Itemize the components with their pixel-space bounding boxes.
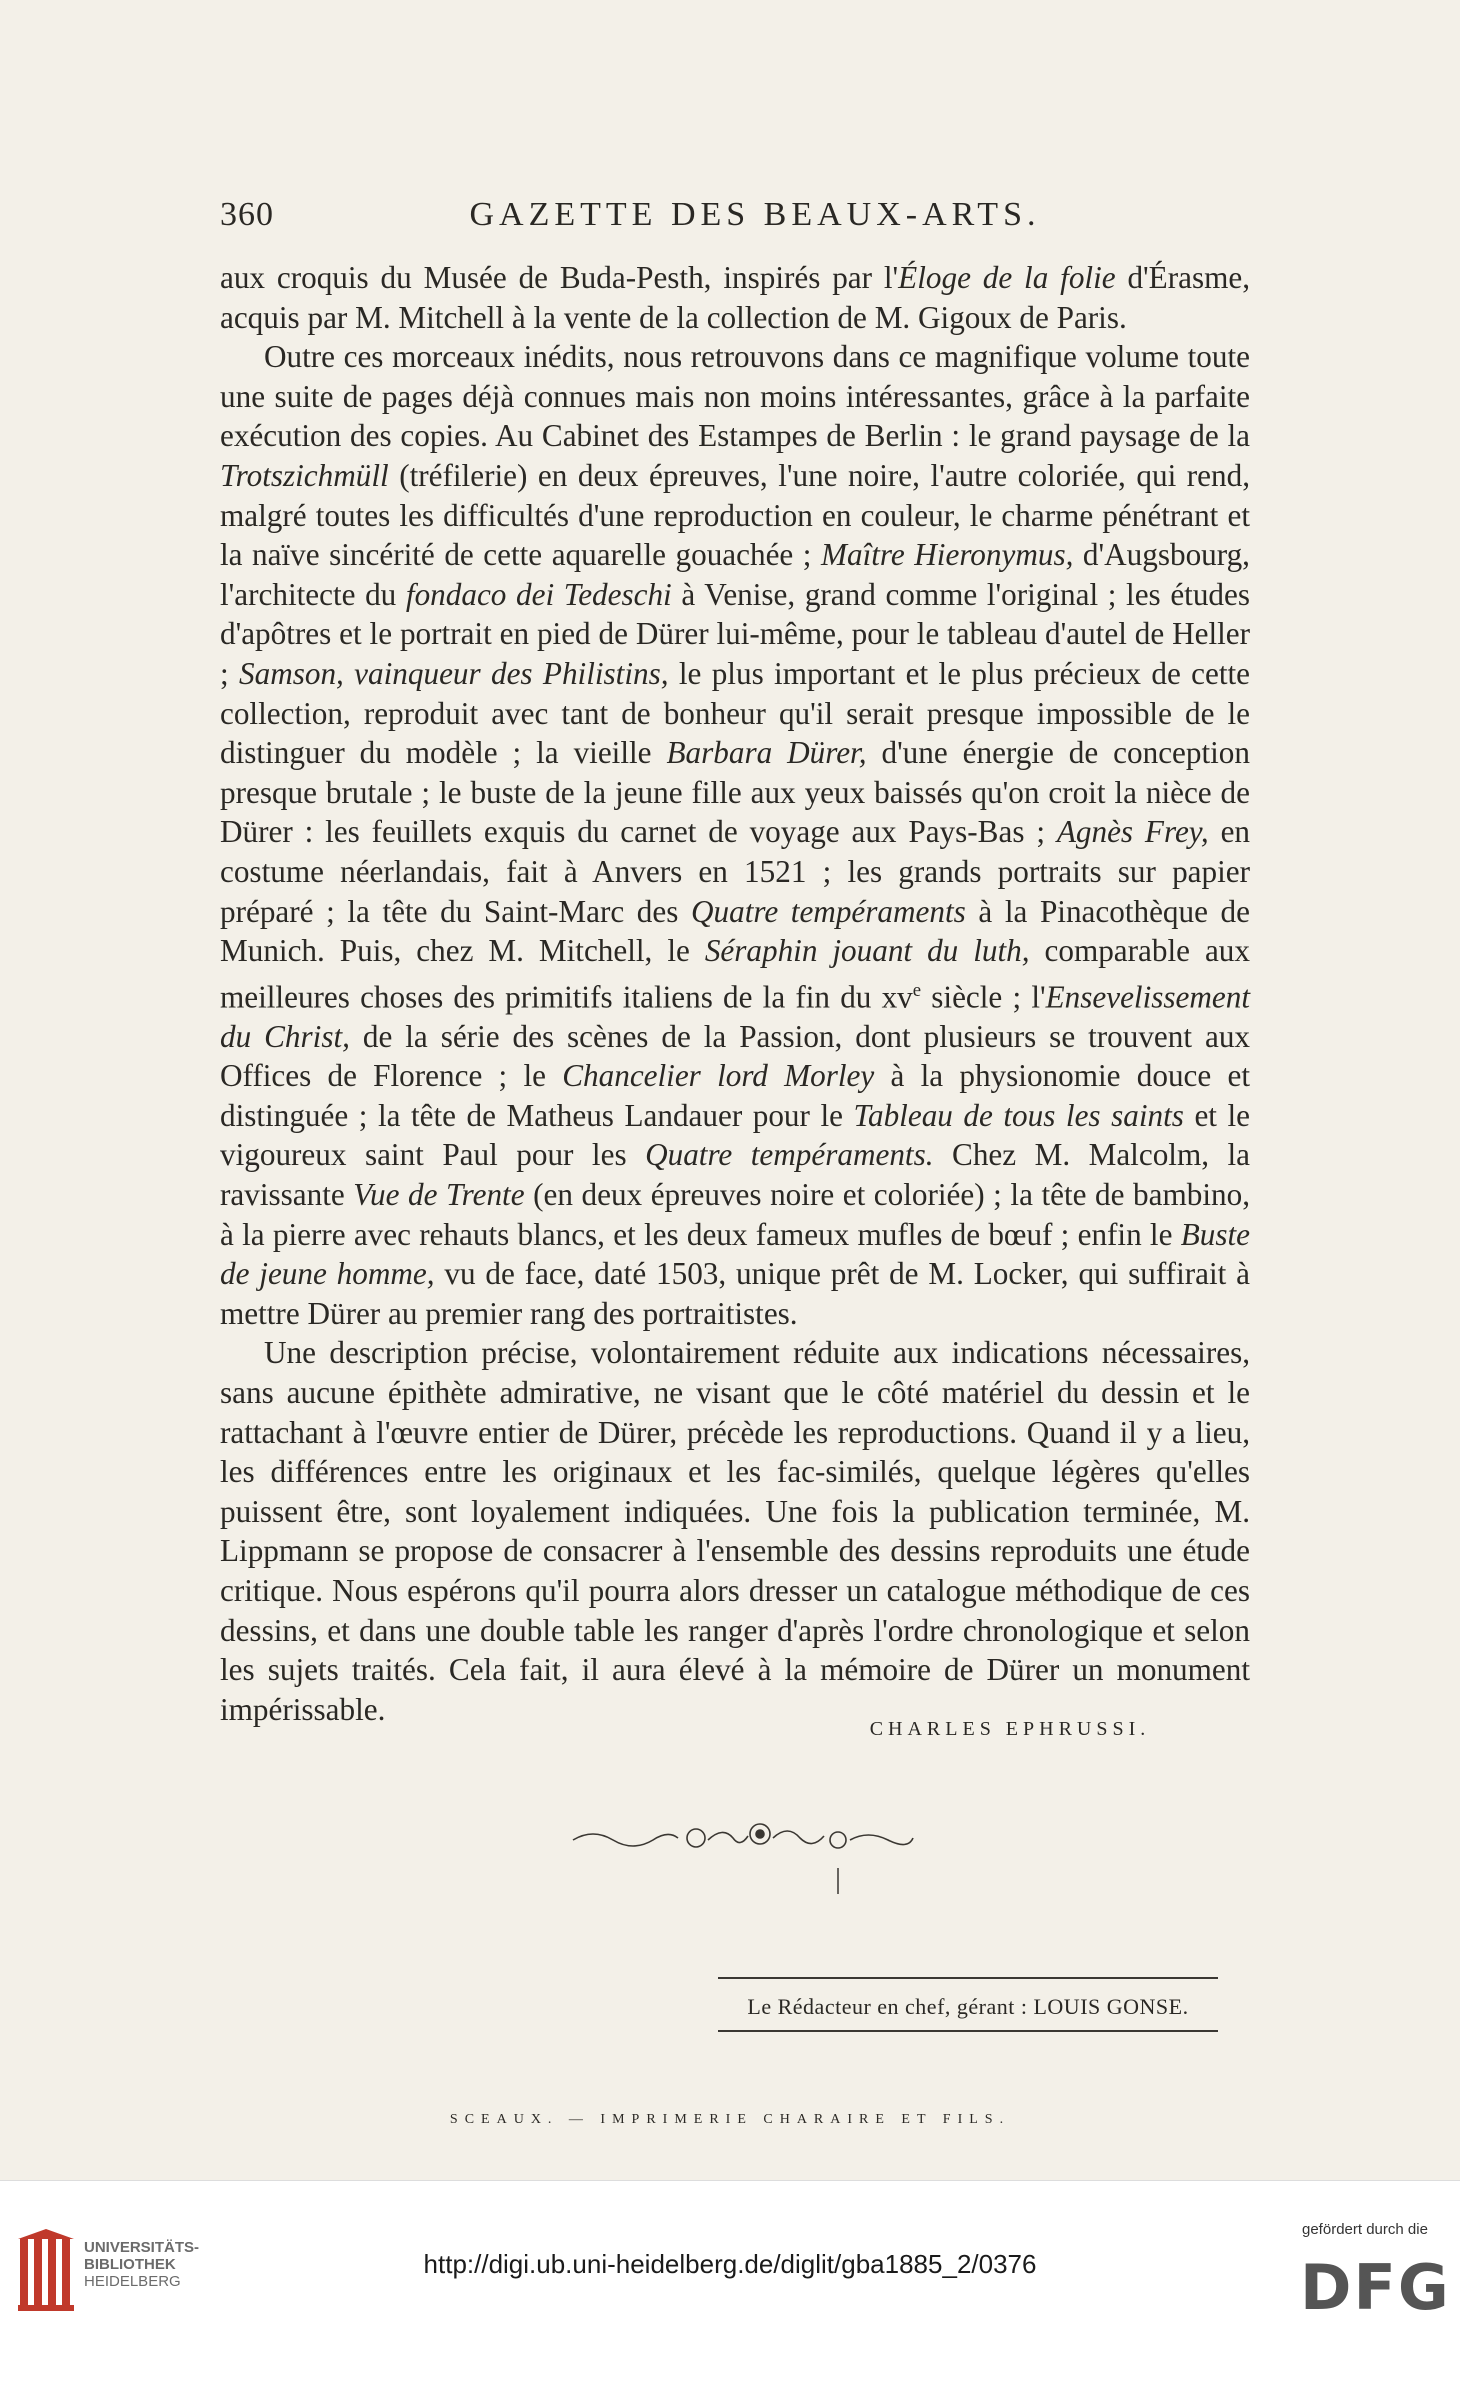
text-run: comparable aux meilleures choses des primitifs italiens de la fin du xv	[220, 933, 1250, 1015]
divider-rule-top	[718, 1977, 1218, 1979]
italic-title: Samson, vainqueur des Philistins,	[239, 655, 669, 691]
italic-title: Quatre tempéraments	[691, 893, 966, 929]
text-run: Outre ces morceaux inédits, nous retrouvons dans ce magnifique volume toute une suite de pages déjà connues mais non moins intéressantes, grâce à la parfaite exécution des copies. Au Cabinet des Estampes de Berlin : le grand paysage de la	[220, 339, 1250, 454]
italic-title: fondaco dei Tedeschi	[405, 576, 672, 612]
italic-title: Maître Hieronymus,	[821, 537, 1074, 573]
text-run: siècle ; l'	[921, 979, 1046, 1015]
university-library-name: UNIVERSITÄTS- BIBLIOTHEK HEIDELBERG	[84, 2239, 200, 2290]
italic-title: Trotszichmüll	[220, 457, 389, 493]
italic-title: Séraphin jouant du luth,	[704, 933, 1030, 969]
text-run: aux croquis du Musée de Buda-Pesth, inspirés par l'	[220, 260, 899, 295]
author-signature: CHARLES EPHRUSSI.	[869, 1718, 1151, 1740]
text-run: en costume néerlandais, fait à Anvers en 1521 ; les grands portraits sur papier préparé ; la tête du Saint-Marc des	[220, 814, 1251, 929]
text-run: et le vigoureux saint Paul pour les	[220, 1097, 1251, 1173]
page-number: 360	[220, 196, 274, 233]
text-run: d'Érasme, acquis par M. Mitchell à la vente de la collection de M. Gigoux de Paris.	[220, 260, 1250, 335]
permalink-url[interactable]: http://digi.ub.uni-heidelberg.de/diglit/gba1885_2/0376	[423, 2249, 1037, 2279]
digitization-footer	[0, 2180, 1460, 2386]
text-run: Chez M. Malcolm, la ravissante	[220, 1137, 1251, 1213]
ornament-flourish-icon	[568, 1818, 918, 1858]
superscript: e	[912, 979, 922, 1001]
paragraph	[220, 258, 1250, 337]
text-run: de la série des scènes de la Passion, dont plusieurs se trouvent aux Offices de Florence ; le	[220, 1018, 1251, 1094]
ornament-tail-icon	[835, 1868, 841, 1894]
text-run: (tréfilerie) en deux épreuves, l'une noire, l'autre coloriée, qui rend, malgré toutes les difficultés d'une reproduction en couleur, le charme pénétrant et la naïve sincérité de cette aquarelle gouachée ;	[220, 457, 1250, 573]
article-body	[220, 258, 1250, 1729]
editor-credit: Le Rédacteur en chef, gérant : LOUIS GONSE.	[747, 1994, 1189, 2019]
text-run: à la Pinacothèque de Munich. Puis, chez M. Mitchell, le	[220, 893, 1250, 969]
funding-label: gefördert durch die	[1302, 2221, 1428, 2238]
italic-title: Vue de Trente	[353, 1177, 525, 1213]
paragraph	[220, 337, 1250, 1333]
italic-title: Agnès Frey,	[1056, 814, 1209, 850]
printer-imprint: SCEAUX. — IMPRIMERIE CHARAIRE ET FILS.	[449, 2112, 1011, 2127]
dfg-logo-icon: DFG	[1300, 2251, 1451, 2324]
text-run: (en deux épreuves noire et coloriée) ; la tête de bambino, à la pierre avec rehauts blancs, et les deux fameux mufles de bœuf ; enfin le	[220, 1177, 1250, 1252]
divider-rule-bottom	[718, 2030, 1218, 2032]
text-run: d'une énergie de conception presque brutale ; le buste de la jeune fille aux yeux baissés qu'on croit la nièce de Dürer : les feuillets exquis du carnet de voyage aux Pays-Bas ;	[220, 735, 1250, 850]
italic-title: Buste de jeune homme,	[220, 1216, 1250, 1292]
italic-title: Ensevelissement du Christ,	[220, 979, 1250, 1054]
italic-title: Quatre tempéraments.	[645, 1137, 934, 1173]
text-run: le plus important et le plus précieux de cette collection, reproduit avec tant de bonheur qu'il serait presque impossible de le distinguer du modèle ; la vieille	[220, 655, 1250, 771]
italic-title: Tableau de tous les saints	[853, 1097, 1184, 1133]
text-run: Une description précise, volontairement réduite aux indications nécessaires, sans aucune épithète admirative, ne visant que le côté matériel du dessin et le rattachant à l'œuvre entier de Dürer, précède les reproductions. Quand il y a lieu, les différences entre les originaux et les fac-similés, quelque légères qu'elles puissent être, sont loyalement indiquées. Une fois la publication terminée, M. Lippmann se propose de consacrer à l'ensemble des dessins reproduits une étude critique. Nous espérons qu'il pourra alors dresser un catalogue méthodique de ces dessins, et dans une double table les ranger d'après l'ordre chronologique et selon les sujets traités. Cela fait, il aura élevé à la mémoire de Dürer un monument impérissable.	[220, 1335, 1250, 1727]
page-header	[220, 196, 1250, 246]
italic-title: Chancelier lord Morley	[562, 1058, 875, 1094]
paragraph	[220, 1333, 1250, 1729]
text-run: à Venise, grand comme l'original ; les études d'apôtres et le portrait en pied de Dürer lui-même, pour le tableau d'autel de Heller ;	[220, 576, 1250, 691]
italic-title: Éloge de la folie	[898, 260, 1116, 295]
italic-title: Barbara Dürer,	[666, 735, 867, 771]
text-run: à la physionomie douce et distinguée ; la tête de Matheus Landauer pour le	[220, 1058, 1250, 1133]
running-title: GAZETTE DES BEAUX-ARTS.	[469, 196, 1041, 233]
text-run: vu de face, daté 1503, unique prêt de M. Locker, qui suffirait à mettre Dürer au premier rang des portraitistes.	[220, 1256, 1250, 1331]
text-run: d'Augsbourg, l'architecte du	[220, 537, 1250, 612]
